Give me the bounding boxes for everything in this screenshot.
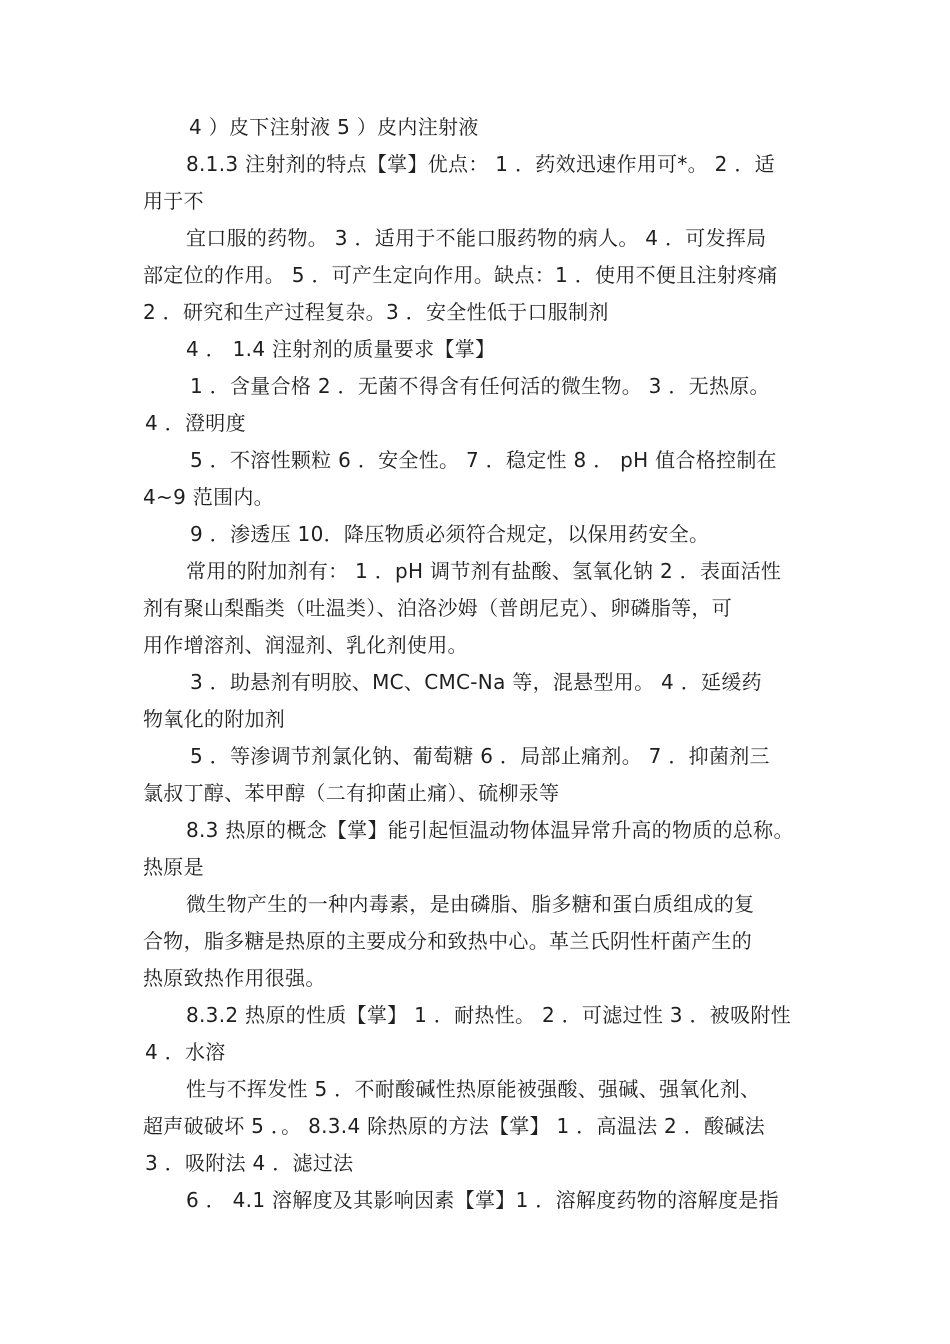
text-line: 剂有聚山梨酯类（吐温类）、泊洛沙姆（普朗尼克）、卵磷脂等，可 (143, 596, 732, 620)
text-line: 8.3.2 热原的性质【掌】 1 ．耐热性。 2 ．可滤过性 3 ．被吸附性 (186, 1003, 791, 1027)
text-line: 8.3 热原的概念【掌】能引起恒温动物体温异常升高的物质的总称。 (186, 818, 794, 842)
text-line: 4 ）皮下注射液 5 ）皮内注射液 (189, 115, 479, 139)
text-line: 热原是 (143, 855, 204, 879)
text-line: 5 ．不溶性颗粒 6 ．安全性。 7 ．稳定性 8 ． pH 值合格控制在 (190, 448, 777, 472)
text-line: 9 ．渗透压 10．降压物质必须符合规定，以保用药安全。 (190, 522, 710, 546)
text-line: 物氧化的附加剂 (143, 707, 286, 731)
text-line: 性与不挥发性 5 ．不耐酸碱性热原能被强酸、强碱、强氧化剂、 (186, 1077, 761, 1101)
text-line: 超声破破坏 5 ．。 8.3.4 除热原的方法【掌】 1 ．高温法 2 ．酸碱法 (143, 1114, 765, 1138)
text-line: 合物，脂多糖是热原的主要成分和致热中心。革兰氏阴性杆菌产生的 (143, 929, 752, 953)
text-line: 4 ．澄明度 (145, 411, 246, 435)
text-line: 部定位的作用。 5 ．可产生定向作用。缺点：1 ．使用不便且注射疼痛 (143, 263, 778, 287)
text-line: 用作增溶剂、润湿剂、乳化剂使用。 (143, 633, 468, 657)
text-line: 2 ．研究和生产过程复杂。3 ．安全性低于口服制剂 (143, 300, 609, 324)
text-line: 3 ．助悬剂有明胶、MC、CMC-Na 等，混悬型用。 4 ．延缓药 (190, 670, 762, 694)
text-line: 4~9 范围内。 (143, 485, 274, 509)
text-line: 5 ．等渗调节剂氯化钠、葡萄糖 6 ．局部止痛剂。 7 ．抑菌剂三 (190, 744, 770, 768)
text-line: 用于不 (143, 189, 204, 213)
text-line: 常用的附加剂有： 1 ．pH 调节剂有盐酸、氢氧化钠 2 ．表面活性 (186, 559, 782, 583)
text-line: 氯叔丁醇、苯甲醇（二有抑菌止痛）、硫柳汞等 (143, 781, 560, 805)
text-line: 微生物产生的一种内毒素，是由磷脂、脂多糖和蛋白质组成的复 (186, 892, 755, 916)
text-line: 4 ．水溶 (145, 1040, 226, 1064)
text-line: 热原致热作用很强。 (143, 966, 326, 990)
text-line: 3 ．吸附法 4 ．滤过法 (145, 1151, 354, 1175)
text-line: 1 ．含量合格 2 ．无菌不得含有任何活的微生物。 3 ．无热原。 (190, 374, 770, 398)
text-line: 4 ． 1.4 注射剂的质量要求【掌】 (186, 337, 496, 361)
text-line: 8.1.3 注射剂的特点【掌】优点： 1 ．药效迅速作用可*。 2 ．适 (186, 152, 775, 176)
text-line: 宜口服的药物。 3 ．适用于不能口服药物的病人。 4 ．可发挥局 (186, 226, 767, 250)
text-line: 6 ． 4.1 溶解度及其影响因素【掌】1 ．溶解度药物的溶解度是指 (186, 1188, 779, 1212)
